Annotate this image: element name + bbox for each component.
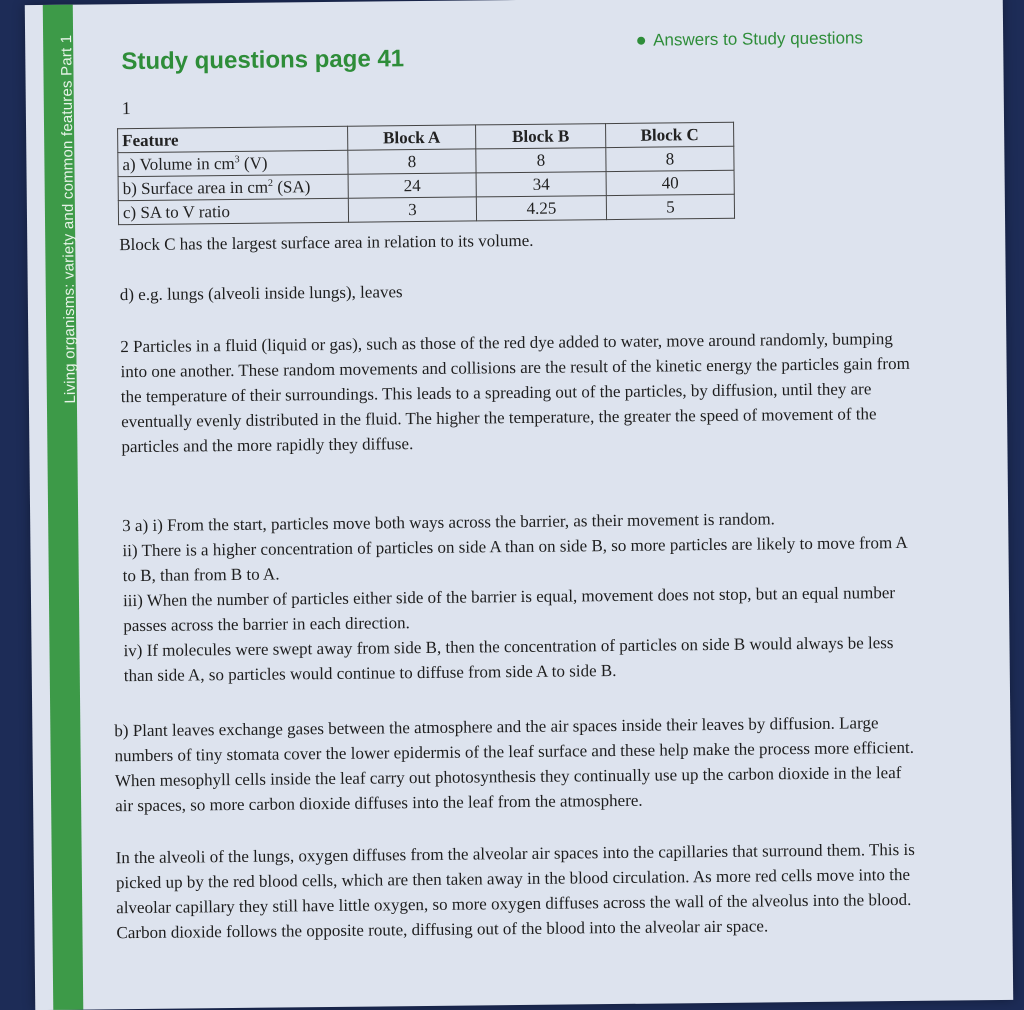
feature-cell: a) Volume in $cm^3$ (V) [118,150,348,176]
question-1-conclusion: Block C has the largest surface area in relation to its volume. [119,230,534,255]
value-cell: 24 [348,173,476,198]
question-3a-iii: iii) When the number of particles either side of the barrier is equal, movement does not stop, but an equal number passes across the barrier in each direction. [122,583,896,636]
table-row [118,194,734,224]
question-3b-plants: b) Plant leaves exchange gases between the atmosphere and the air spaces inside their leaves by diffusion. Large numbers of tiny stomata cover the lower epidermis of the leaf surface and these help make the process more efficient. When mesophyll cells inside the leaf carry out photosynthesis they continually use up the carbon dioxide in the leaf air spaces, so more carbon dioxide diffuses into the leaf from the atmosphere. [114,713,915,816]
answers-link-label: Answers to Study questions [653,28,864,50]
feature-cell: c) SA to V ratio [118,198,348,224]
question-1-part-d: d) e.g. lungs (alveoli inside lungs), leaves [119,282,403,305]
table-header-cell: Block B [476,124,606,149]
value-cell: 40 [606,170,734,195]
table-header-cell: Feature [118,126,348,152]
answers-link[interactable] [637,28,863,50]
table-header-cell: Block C [606,122,734,147]
features-table [117,122,735,225]
question-3a-i: 3 a) i) From the start, particles move both ways across the barrier, as their movement is random. [122,509,775,536]
document-page [25,0,1013,1010]
bullet-icon [637,37,645,45]
question-1-number: 1 [121,98,131,119]
question-3a-ii: ii) There is a higher concentration of particles on side A than on side B, so more particles are likely to move from A to B, than from B to A. [122,532,907,586]
value-cell: 5 [606,194,734,219]
value-cell: 8 [476,148,606,173]
value-cell: 3 [348,197,476,222]
table-header-cell: Block A [348,125,476,150]
value-cell: 8 [348,149,476,174]
feature-cell: b) Surface area in $cm^2$ (SA) [118,174,348,200]
question-3b-lungs: In the alveoli of the lungs, oxygen diffuses from the alveolar air spaces into the capillaries that surround them. This is picked up by the red blood cells, which are then taken away in the blood circulation. As more red cells move into the alveolar capillary they still have little oxygen, so more oxygen diffuses across the wall of the alveolus into the blood. Carbon dioxide follows the opposite route, diffusing out of the blood into the alveolar air space. [115,839,915,943]
value-cell: 4.25 [476,196,606,221]
value-cell: 34 [476,172,606,197]
value-cell: 8 [606,146,734,171]
page-title: Study questions page 41 [121,45,405,76]
chapter-spine-label: Living organisms: variety and common features Part 1 [58,34,79,404]
question-3a-iv: iv) If molecules were swept away from side B, then the concentration of particles on side B would always be less than side A, so particles would continue to diffuse from side A to side B. [123,633,894,686]
question-2-answer: 2 Particles in a fluid (liquid or gas), such as those of the red dye added to water, move around randomly, bumping into one another. These random movements and collisions are the result of the kinetic energy the particles gain from the temperature of their surroundings. This leads to a spreading out of the particles, by diffusion, until they are eventually evenly distributed in the fluid. The higher the temperature, the greater the speed of movement of the particles and the more rapidly they diffuse. [120,329,910,457]
